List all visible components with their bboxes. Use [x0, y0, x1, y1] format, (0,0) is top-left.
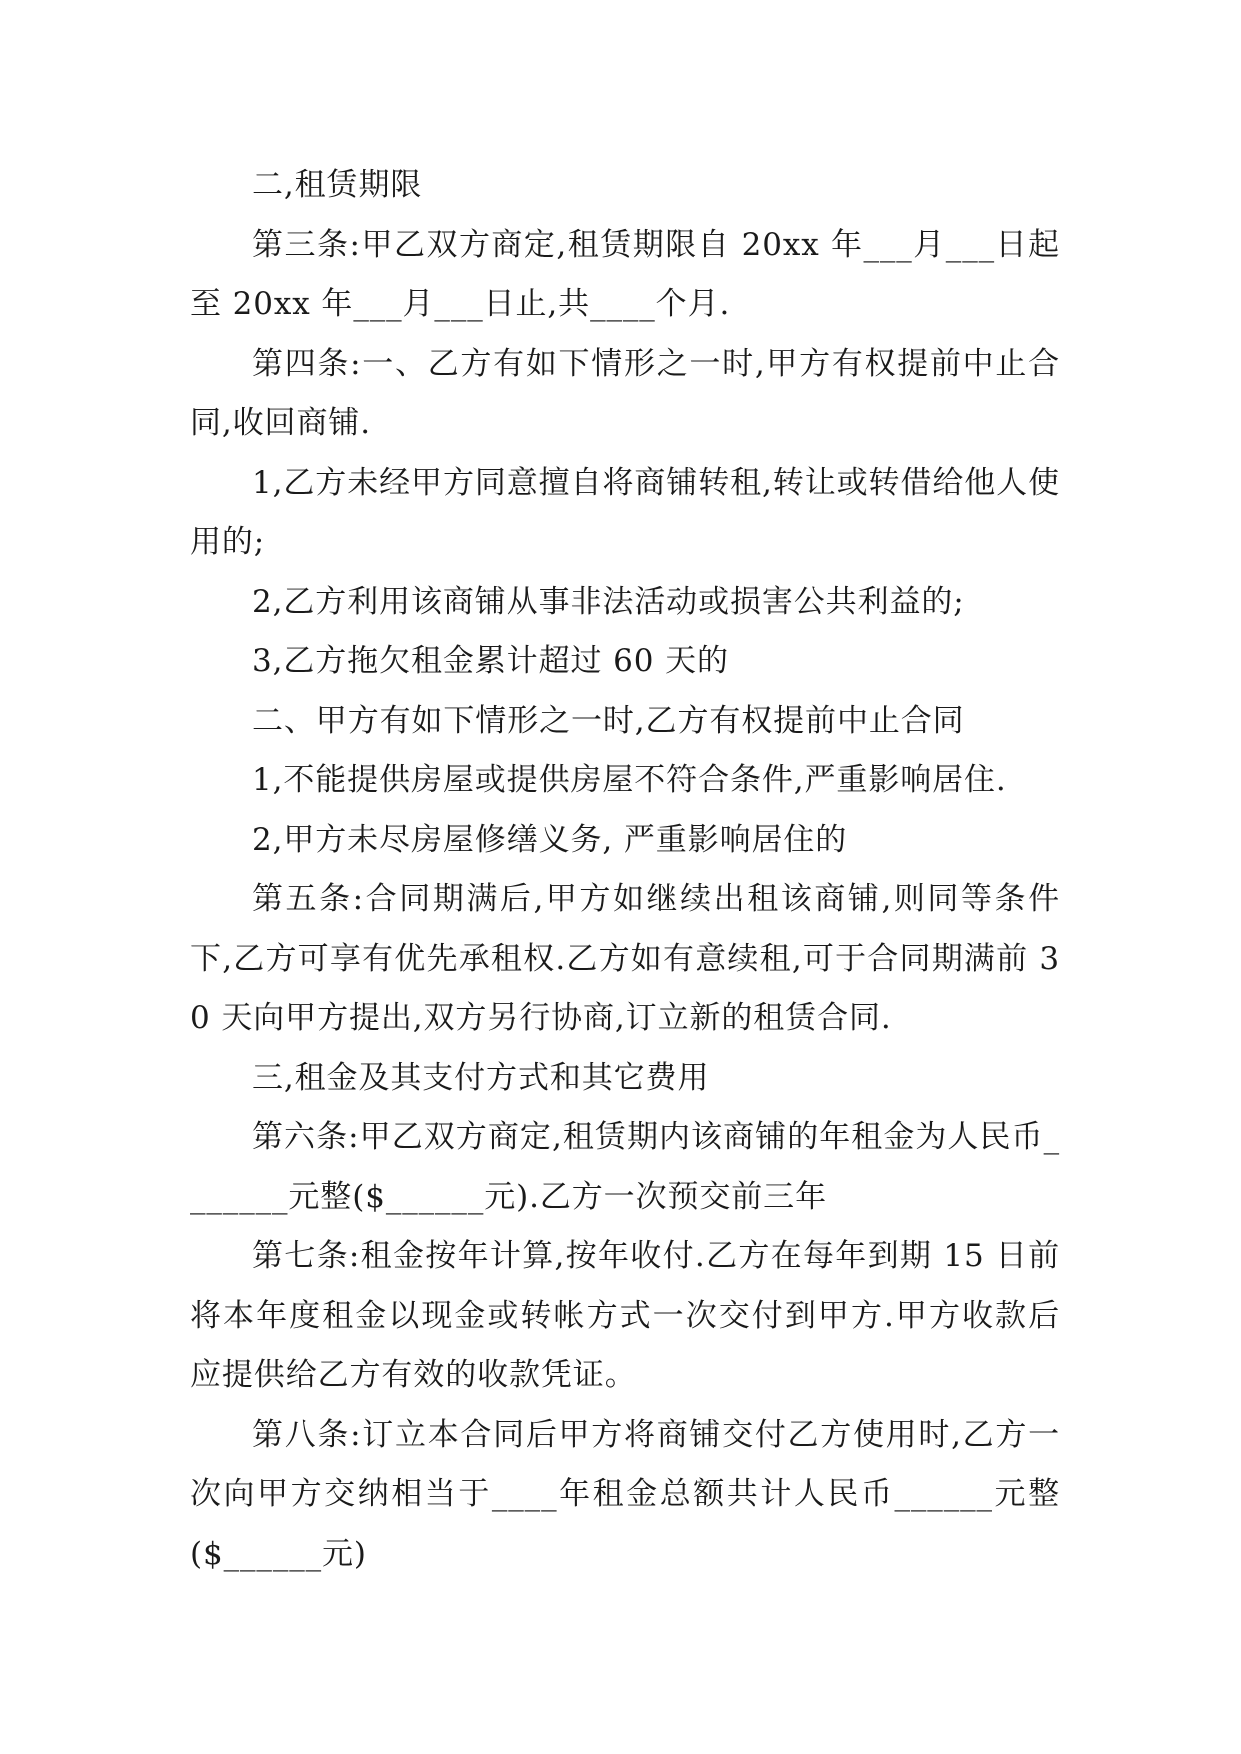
- article-4-item-1: 1,乙方未经甲方同意擅自将商铺转租,转让或转借给他人使用的;: [190, 464, 1060, 560]
- document-body: [190, 156, 1060, 1584]
- section-heading-lease-term: 二,租赁期限: [252, 167, 423, 203]
- article-4-item-2: 2,乙方利用该商铺从事非法活动或损害公共利益的;: [252, 583, 965, 620]
- article-4-paragraph: 第四条:一、乙方有如下情形之一时,甲方有权提前中止合同,收回商铺.: [190, 345, 1060, 441]
- section-heading-rent-payment: 三,租金及其支付方式和其它费用: [252, 1059, 710, 1096]
- article-5-paragraph: 第五条:合同期满后,甲方如继续出租该商铺,则同等条件下,乙方可享有优先承租权.乙方如有意续租,可于合同期满前 30 天向甲方提出,双方另行协商,订立新的租赁合同.: [190, 881, 1060, 1036]
- article-4-clause-2-item-2: 2,甲方未尽房屋修缮义务, 严重影响居住的: [252, 821, 848, 858]
- article-4-item-3: 3,乙方拖欠租金累计超过 60 天的: [252, 643, 729, 679]
- article-6-paragraph: 第六条:甲乙双方商定,租赁期内该商铺的年租金为人民币_______元整($______元).乙方一次预交前三年: [190, 1119, 1060, 1215]
- article-4-clause-2: 二、甲方有如下情形之一时,乙方有权提前中止合同: [252, 702, 965, 739]
- article-8-paragraph: 第八条:订立本合同后甲方将商铺交付乙方使用时,乙方一次向甲方交纳相当于____年租金总额共计人民币______元整($______元): [190, 1416, 1060, 1572]
- article-4-clause-2-item-1: 1,不能提供房屋或提供房屋不符合条件,严重影响居住.: [252, 762, 1007, 798]
- article-3-paragraph: 第三条:甲乙双方商定,租赁期限自 20xx 年___月___日起至 20xx 年___月___日止,共____个月.: [190, 226, 1060, 322]
- article-7-paragraph: 第七条:租金按年计算,按年收付.乙方在每年到期 15 日前将本年度租金以现金或转帐方式一次交付到甲方.甲方收款后应提供给乙方有效的收款凭证。: [190, 1238, 1060, 1393]
